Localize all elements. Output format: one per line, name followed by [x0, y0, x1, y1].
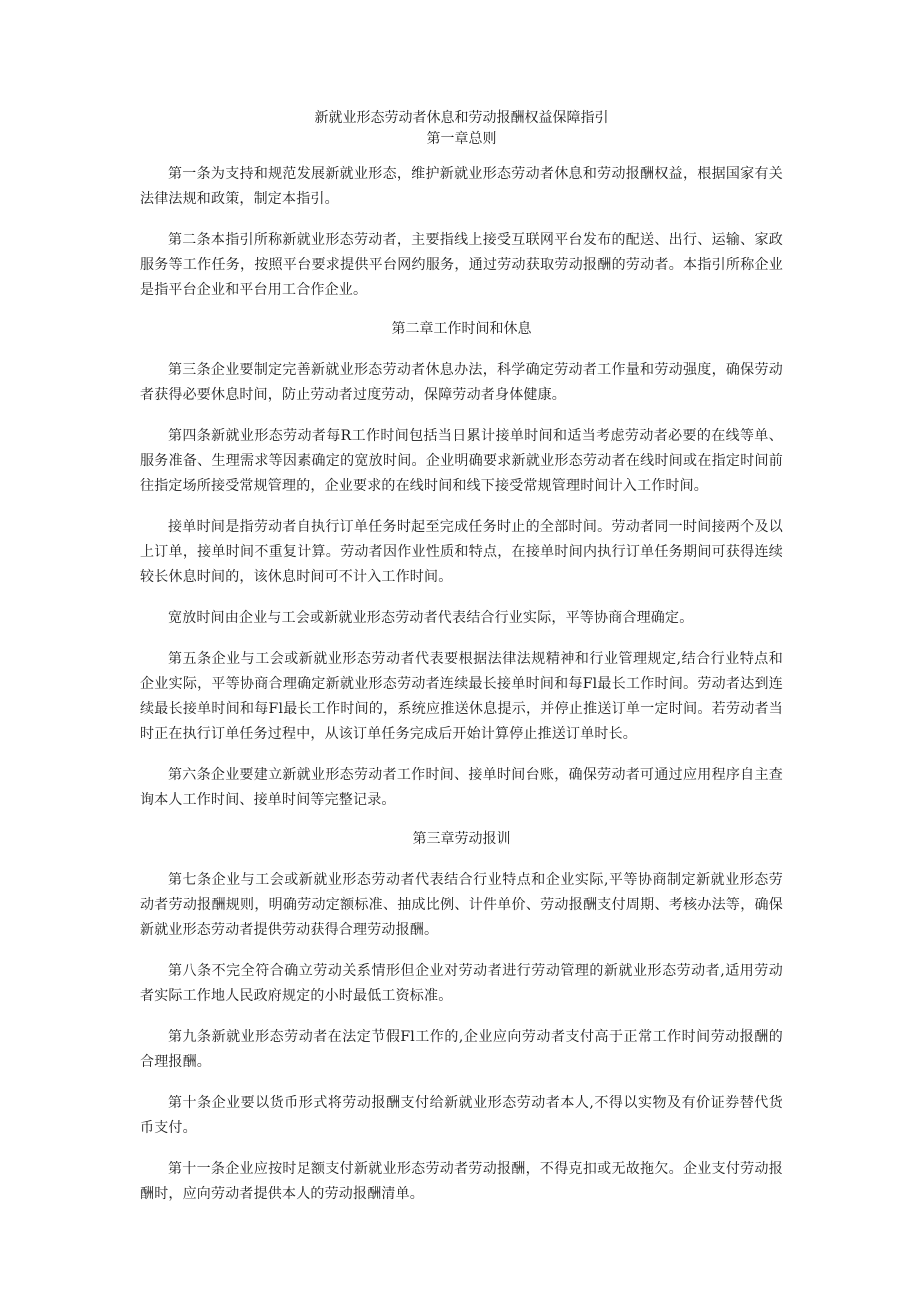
article-2-paragraph: 第二条本指引所称新就业形态劳动者，主要指线上接受互联网平台发布的配送、出行、运输、家政服务等工作任务，按照平台要求提供平台网约服务，通过劳动获取劳动报酬的劳动者。本指引所称企业是指平台企业和平台用工合作企业。 — [140, 232, 783, 298]
article-10-paragraph: 第十条企业要以货币形式将劳动报酬支付给新就业形态劳动者本人,不得以实物及有价证券替代货币支付。 — [140, 1095, 783, 1136]
chapter-3-heading: 第三章劳动报训 — [412, 831, 511, 847]
article-8-paragraph: 第八条不完全符合确立劳动关系情形但企业对劳动者进行劳动管理的新就业形态劳动者,适用劳动者实际工作地人民政府规定的小时最低工资标准。 — [140, 963, 783, 1004]
chapter-1-heading: 第一章总则 — [426, 131, 497, 147]
article-6-paragraph: 第六条企业要建立新就业形态劳动者工作时间、接单时间台账，确保劳动者可通过应用程序自主查询本人工作时间、接单时间等完整记录。 — [140, 767, 783, 808]
order-time-paragraph: 接单时间是指劳动者自执行订单任务时起至完成任务时止的全部时间。劳动者同一时间接两个及以上订单，接单时间不重复计算。劳动者因作业性质和特点，在接单时间内执行订单任务期间可获得连续较长休息时间的，该休息时间可不计入工作时间。 — [140, 519, 783, 585]
document-page — [140, 108, 783, 1223]
chapter-2-heading: 第二章工作时间和休息 — [391, 321, 532, 337]
article-11-paragraph: 第十一条企业应按时足额支付新就业形态劳动者劳动报酬，不得克扣或无故拖欠。企业支付劳动报酬时，应向劳动者提供本人的劳动报酬清单。 — [140, 1161, 783, 1202]
buffer-time-paragraph: 宽放时间由企业与工会或新就业形态劳动者代表结合行业实际，平等协商合理确定。 — [168, 610, 694, 626]
article-7-paragraph: 第七条企业与工会或新就业形态劳动者代表结合行业特点和企业实际,平等协商制定新就业形态劳动者劳动报酬规则，明确劳动定额标准、抽成比例、计件单价、劳动报酬支付周期、考核办法等，确保新就业形态劳动者提供劳动获得合理劳动报酬。 — [140, 872, 783, 938]
article-5-paragraph: 第五条企业与工会或新就业形态劳动者代表要根据法律法规精神和行业管理规定,结合行业特点和企业实际，平等协商合理确定新就业形态劳动者连续最长接单时间和每Fl最长工作时间。劳动者达到连续最长接单时间和每Fl最长工作时间的，系统应推送休息提示，并停止推送订单一定时间。若劳动者当时正在执行订单任务过程中，从该订单任务完成后开始计算停止推送订单时长。 — [140, 651, 783, 742]
article-9-paragraph: 第九条新就业形态劳动者在法定节假Fl工作的,企业应向劳动者支付高于正常工作时间劳动报酬的合理报酬。 — [140, 1029, 783, 1070]
article-4-paragraph: 第四条新就业形态劳动者每R工作时间包括当日累计接单时间和适当考虑劳动者必要的在线等单、服务准备、生理需求等因素确定的宽放时间。企业明确要求新就业形态劳动者在线时间或在指定时间前往指定场所接受常规管理的，企业要求的在线时间和线下接受常规管理时间计入工作时间。 — [140, 428, 783, 494]
document-title: 新就业形态劳动者休息和劳动报酬权益保障指引 — [314, 110, 609, 126]
article-3-paragraph: 第三条企业要制定完善新就业形态劳动者休息办法，科学确定劳动者工作量和劳动强度，确保劳动者获得必要休息时间，防止劳动者过度劳动，保障劳动者身体健康。 — [140, 362, 783, 403]
article-1-paragraph: 第一条为支持和规范发展新就业形态，维护新就业形态劳动者休息和劳动报酬权益，根据国家有关法律法规和政策，制定本指引。 — [140, 166, 783, 207]
